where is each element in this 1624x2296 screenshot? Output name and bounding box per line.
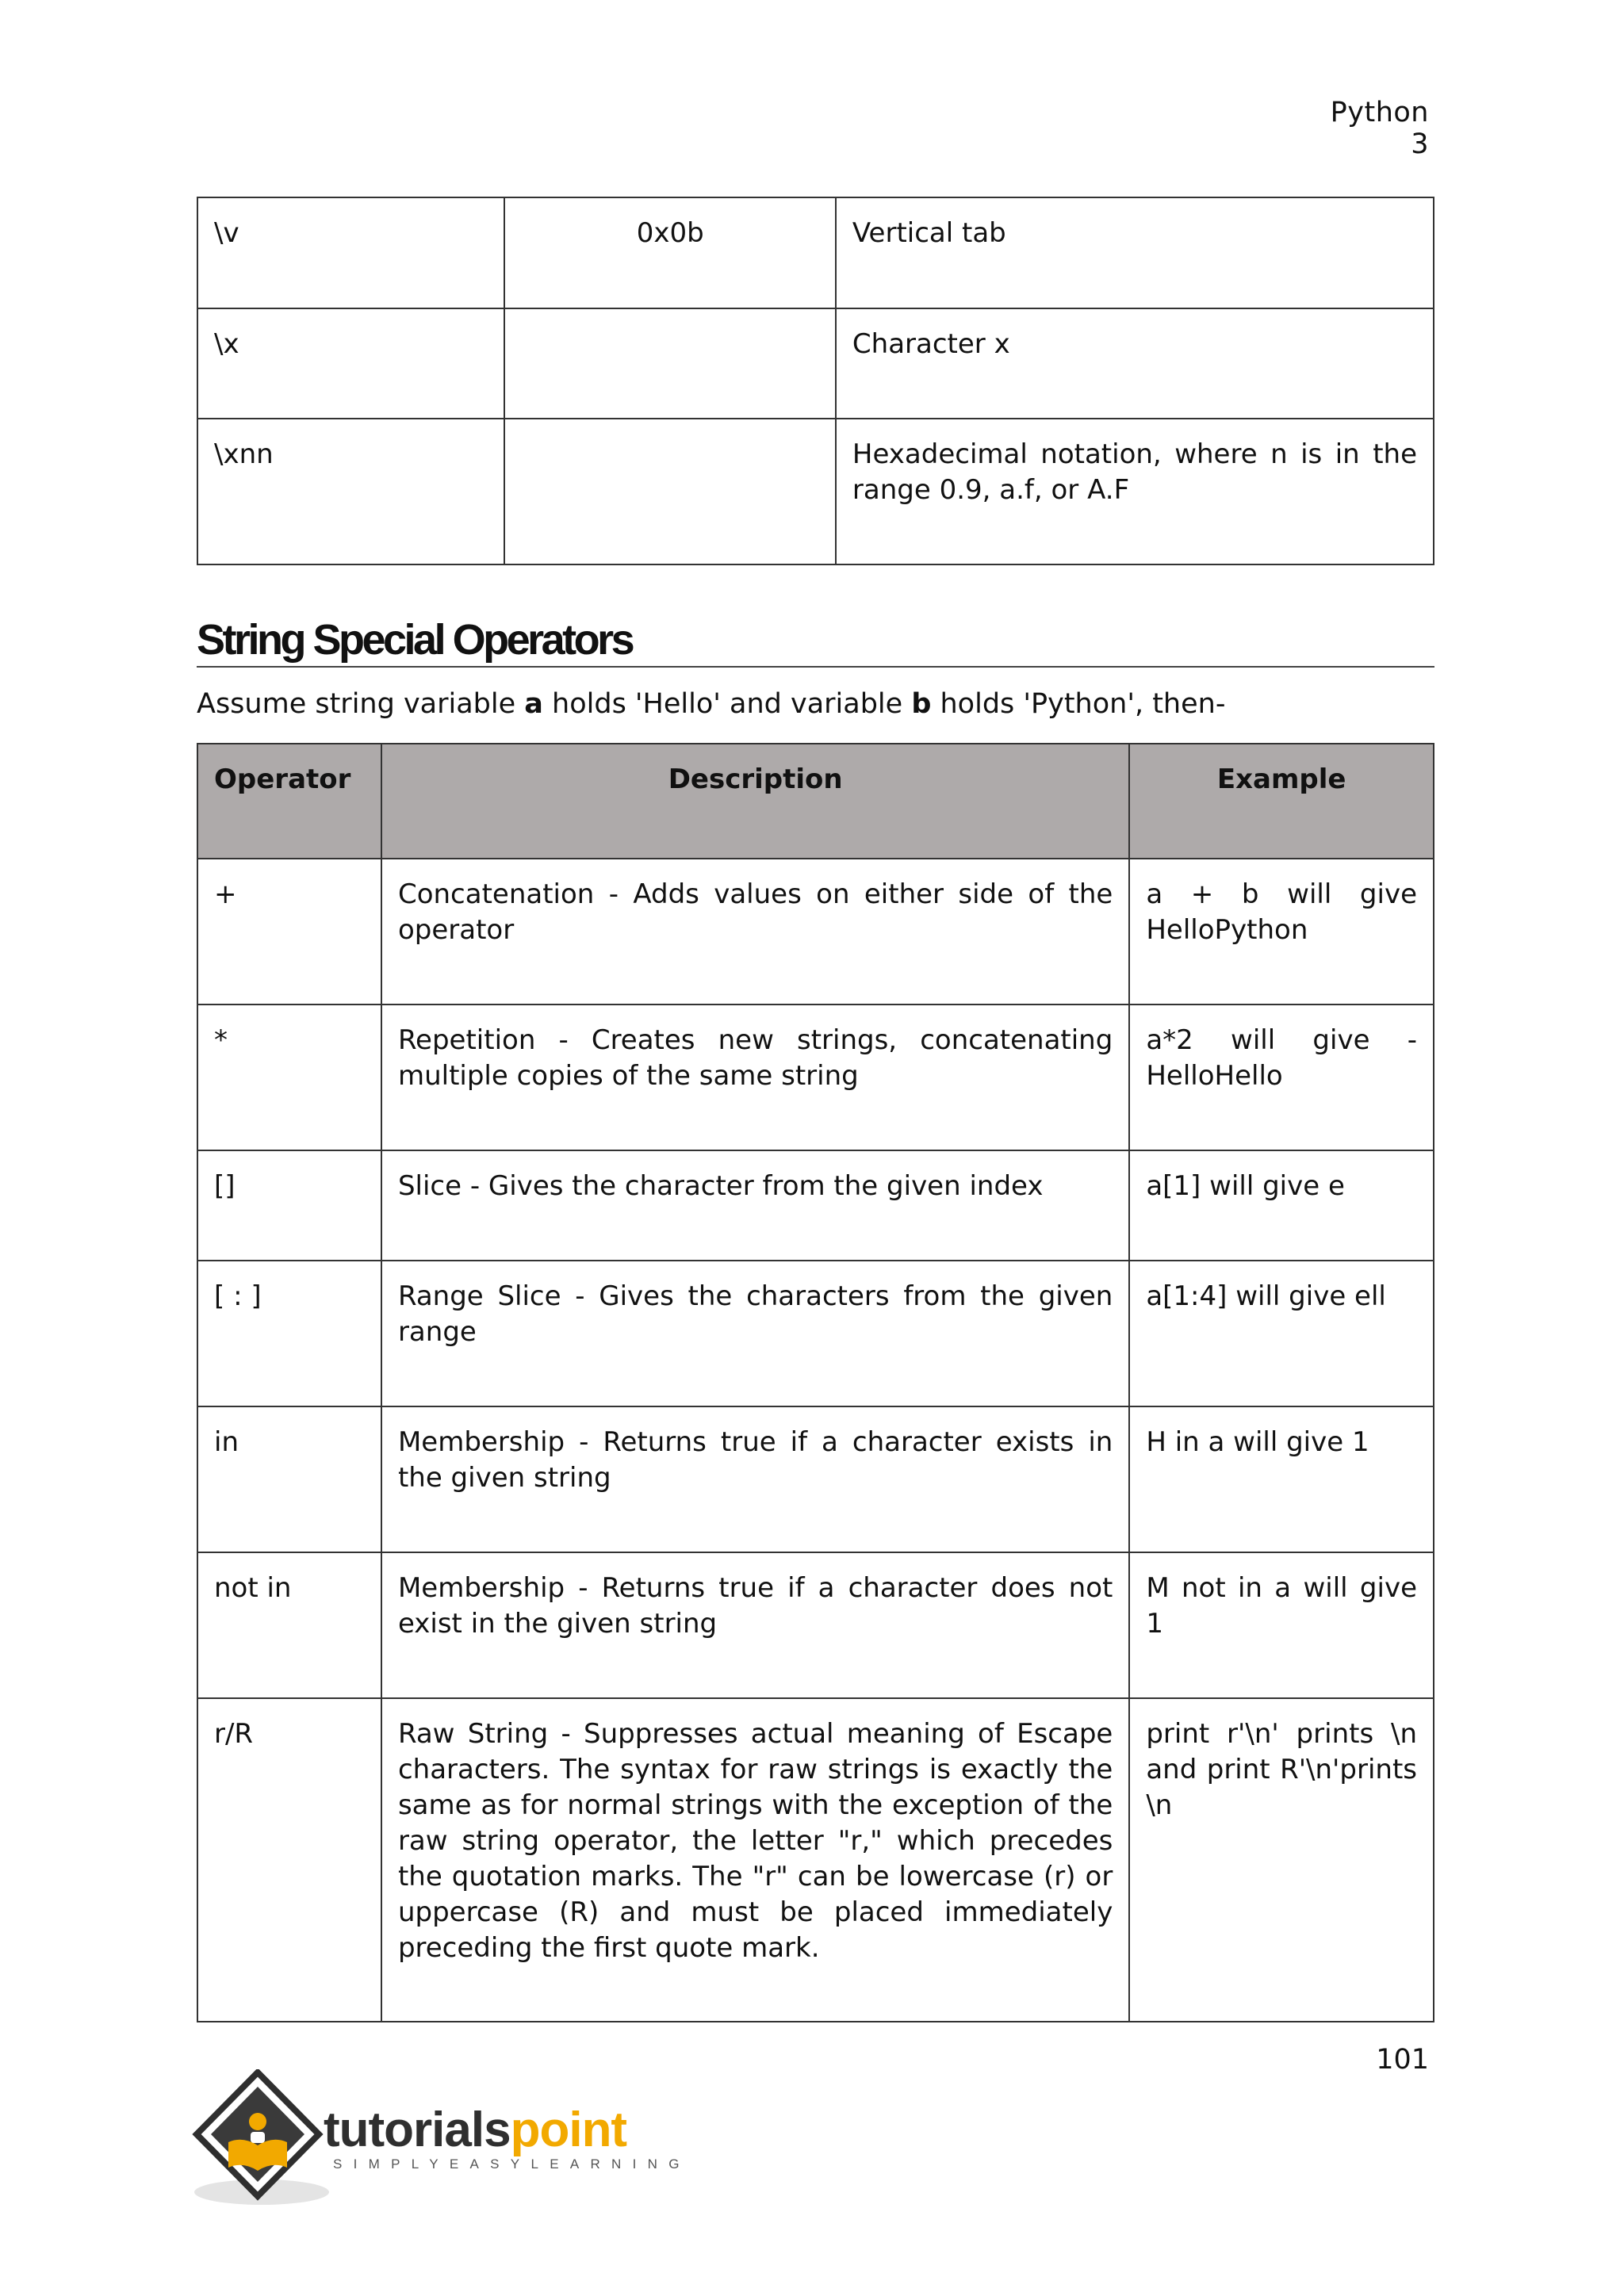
logo-wordmark bbox=[324, 2103, 626, 2158]
example-cell: M not in a will give 1 bbox=[1129, 1552, 1434, 1698]
example-cell: a[1:4] will give ell bbox=[1129, 1261, 1434, 1406]
example-cell: a*2 will give - HelloHello bbox=[1129, 1004, 1434, 1150]
intro-paragraph bbox=[197, 685, 1225, 723]
description-cell: Slice - Gives the character from the given index bbox=[381, 1150, 1129, 1261]
operator-cell: [ : ] bbox=[197, 1261, 381, 1406]
table-row bbox=[197, 197, 1434, 308]
operator-cell: not in bbox=[197, 1552, 381, 1698]
operator-cell: * bbox=[197, 1004, 381, 1150]
operator-cell: in bbox=[197, 1406, 381, 1552]
header-example: Example bbox=[1129, 744, 1434, 859]
description-cell: Repetition - Creates new strings, concatenating multiple copies of the same string bbox=[381, 1004, 1129, 1150]
escape-description: Character x bbox=[836, 308, 1434, 419]
description-cell: Concatenation - Adds values on either side of the operator bbox=[381, 859, 1129, 1004]
intro-middle: holds 'Hello' and variable bbox=[542, 688, 912, 720]
operator-cell: r/R bbox=[197, 1698, 381, 2022]
logo-word-point: point bbox=[510, 2103, 627, 2157]
table-header-row bbox=[197, 744, 1434, 859]
example-cell: a[1] will give e bbox=[1129, 1150, 1434, 1261]
escape-description: Hexadecimal notation, where n is in the range 0.9, a.f, or A.F bbox=[836, 419, 1434, 564]
table-row bbox=[197, 419, 1434, 564]
header-operator: Operator bbox=[197, 744, 381, 859]
escape-sequence-table bbox=[197, 197, 1434, 565]
escape-notation: \xnn bbox=[197, 419, 504, 564]
operator-cell: + bbox=[197, 859, 381, 1004]
table-row bbox=[197, 1261, 1434, 1406]
title-underline bbox=[197, 666, 1434, 668]
variable-b: b bbox=[911, 688, 932, 720]
escape-hex bbox=[504, 419, 835, 564]
description-cell: Raw String - Suppresses actual meaning of Escape characters. The syntax for raw strings is exactly the same as for normal strings with the exception of the raw string operator, the letter "r," which precedes the quotation marks. The "r" can be lowercase (r) or uppercase (R) and must be placed immediately preceding the first quote mark. bbox=[381, 1698, 1129, 2022]
table-row bbox=[197, 1552, 1434, 1698]
description-cell: Membership - Returns true if a character does not exist in the given string bbox=[381, 1552, 1129, 1698]
escape-notation: \v bbox=[197, 197, 504, 308]
operator-cell: [] bbox=[197, 1150, 381, 1261]
page-number: 101 bbox=[1376, 2044, 1429, 2076]
description-cell: Membership - Returns true if a character exists in the given string bbox=[381, 1406, 1129, 1552]
variable-a: a bbox=[524, 688, 543, 720]
escape-hex bbox=[504, 308, 835, 419]
example-cell: H in a will give 1 bbox=[1129, 1406, 1434, 1552]
logo-word-tutorials: tutorials bbox=[324, 2103, 511, 2157]
example-cell: a + b will give HelloPython bbox=[1129, 859, 1434, 1004]
section-title: String Special Operators bbox=[197, 616, 633, 664]
reader-head-icon bbox=[249, 2113, 266, 2130]
string-operators-table bbox=[197, 743, 1434, 2022]
table-row bbox=[197, 1150, 1434, 1261]
table-row bbox=[197, 1406, 1434, 1552]
escape-notation: \x bbox=[197, 308, 504, 419]
running-header: Python 3 bbox=[1330, 97, 1429, 160]
description-cell: Range Slice - Gives the characters from the given range bbox=[381, 1261, 1129, 1406]
table-row bbox=[197, 1004, 1434, 1150]
intro-suffix: holds 'Python', then- bbox=[931, 688, 1226, 720]
example-cell: print r'\n' prints \n and print R'\n'prints \n bbox=[1129, 1698, 1434, 2022]
table-row bbox=[197, 308, 1434, 419]
table-row bbox=[197, 859, 1434, 1004]
logo-tagline: SIMPLYEASYLEARNING bbox=[333, 2156, 691, 2172]
escape-hex: 0x0b bbox=[504, 197, 835, 308]
intro-prefix: Assume string variable bbox=[197, 688, 525, 720]
reader-body-icon bbox=[251, 2132, 265, 2143]
table-row bbox=[197, 1698, 1434, 2022]
escape-description: Vertical tab bbox=[836, 197, 1434, 308]
header-description: Description bbox=[381, 744, 1129, 859]
